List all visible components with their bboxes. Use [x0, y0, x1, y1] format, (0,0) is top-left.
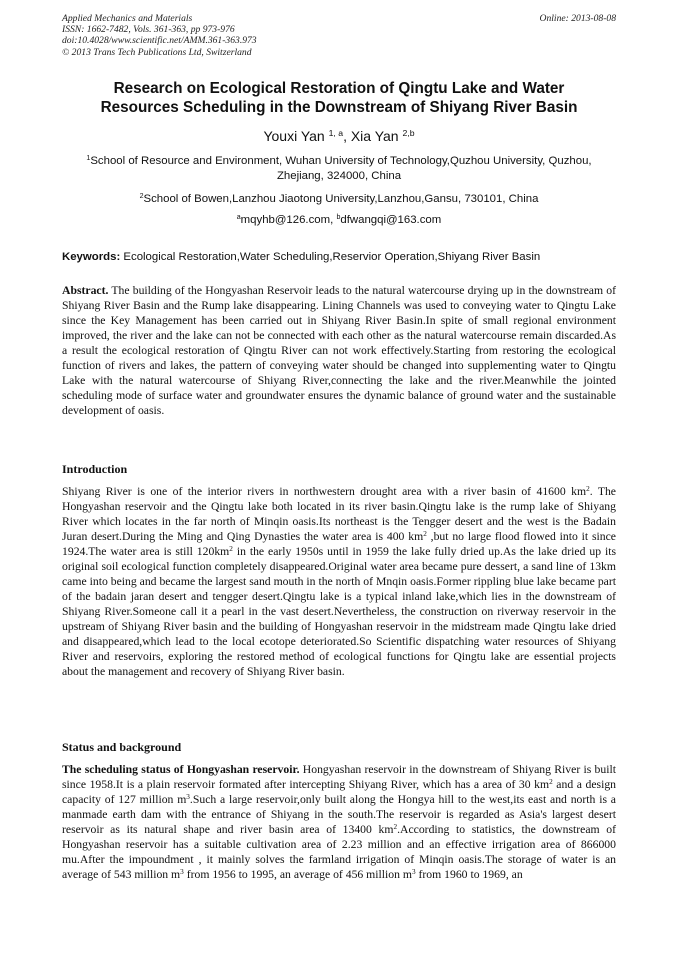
affiliation-1 [62, 154, 616, 184]
status-sup-1: 2 [549, 778, 553, 787]
author-separator: , [343, 128, 351, 144]
author-emails [62, 213, 616, 228]
email-a: mqyhb@126.com [240, 214, 331, 226]
intro-sup-1: 2 [586, 485, 590, 494]
title-line-2: Resources Scheduling in the Downstream of Shiyang River Basin [100, 99, 578, 116]
journal-doi: doi:10.4028/www.scientific.net/AMM.361-363.973 [62, 35, 257, 47]
status-sup-5: 3 [411, 868, 416, 877]
email-a-marker: a [236, 214, 241, 222]
intro-sup-2: 2 [423, 530, 427, 539]
status-sup-3: 2 [393, 823, 398, 832]
section-heading-introduction: Introduction [62, 462, 128, 476]
paper-title [62, 79, 616, 117]
keywords-label: Keywords: [62, 251, 121, 263]
email-b-marker: b [336, 214, 341, 222]
abstract-text: The building of the Hongyashan Reservoir leads to the natural watercourse drying up in the downstream of Shiyang River Basin and the Rump lake disappearing. Lining Channels was used to conveying water to Qingtu Lake since the Key Management has been carried out in Shiyang River Basin.In spite of small regional environment improved, the river and the lake can not be connected with each other as the natural watercourse remain discarded.As a result the ecological restoration of Qingtu River can not work effectively.Starting from restoring the ecological function of rivers and lakes, the pattern of conveying water should be changed into supplementing water to Qingtu Lake with the natural watercourse of Shiyang River,connecting the lake and the river.Meanwhile the jointed scheduling mode of surface water and groundwater ensures the dynamic balance of ground water and the sustainable development of oasis. [62, 284, 616, 417]
title-line-1: Research on Ecological Restoration of Qingtu Lake and Water [113, 80, 565, 97]
intro-text-4: in the early 1950s until in 1959 the lake fully dried up.As the lake dried up its original soil ecological function completely disappeared.Original water area became pure dessert, a sand line of 13km came into being and became the largest sand mouth in the north of Mnqin oasis.Former rippling blue lake became part of the badain jaran desert and tengger desert.Qingtu lake is a typical inland lake,which lies in the downstream of Shiyang River.Someone call it a pearl in the vast desert.Nevertheless, the construction on riverway reservoir in the upstream of Shiyang River basin and the building of Hongyashan reservoir in the midstream made Qingtu lake dried and disappeared,which lead to the local ecotope deteriorated.So Scientific dispatching water resources of Shiyang River and reservoirs, exploring the restored method of ecological functions for Qingtu lake are essential projects about the management and recovery of Shiyang River basin. [62, 545, 616, 678]
abstract-label: Abstract. [62, 284, 109, 297]
status-sup-2: 3 [186, 793, 190, 802]
author-1-name: Youxi Yan [263, 128, 325, 144]
online-date: Online: 2013-08-08 [539, 13, 616, 24]
journal-issn: ISSN: 1662-7482, Vols. 361-363, pp 973-976 [62, 24, 235, 36]
keywords-text: Ecological Restoration,Water Scheduling,Reservior Operation,Shiyang River Basin [120, 251, 541, 263]
introduction-paragraph [62, 484, 616, 679]
status-paragraph [62, 762, 616, 882]
section-heading-status: Status and background [62, 740, 182, 754]
journal-copyright: © 2013 Trans Tech Publications Ltd, Switzerland [62, 46, 252, 58]
abstract [62, 283, 616, 418]
affiliation-1-marker: 1 [86, 155, 91, 163]
status-lead-in: The scheduling status of Hongyashan reservoir. [62, 763, 300, 776]
status-sup-4: 3 [180, 868, 184, 877]
status-text-4: .According to statistics, the downstream of Hongyashan reservoir has a suitable cultivation area of 2.23 million and an effective irrigation area of 866000 mu.After the impoundment , it mainly solves the farmland irrigation of Minqin oasis.The storage of water is an average of 543 million m [62, 823, 616, 881]
status-text-6: from 1960 to 1969, an [415, 868, 523, 881]
author-2-name: Xia Yan [350, 128, 399, 144]
status-text-2: and a design capacity of 127 million m [62, 778, 617, 806]
journal-header [62, 13, 616, 58]
journal-name: Applied Mechanics and Materials [62, 13, 193, 24]
author-list [62, 127, 616, 145]
affiliation-2 [62, 192, 616, 207]
affiliation-2-text: School of Bowen,Lanzhou Jiaotong University,Lanzhou,Gansu, 730101, China [143, 193, 539, 205]
intro-text-3: ,but no large flood flowed into it since 1924.The water area is still 120km [62, 530, 616, 558]
status-text-3: .Such a large reservoir,only built along the Hongya hill to the west,its east and north is a manmade earth dam with the entrance of Shiyang in the south.The reservoir is regarded as Asia's largest desert reservoir as its natural shape and river basin area of 13400 km [62, 793, 616, 836]
email-separator: , [330, 214, 337, 226]
keywords [62, 250, 616, 265]
author-1-marker: 1, a [328, 128, 344, 139]
affiliation-1-text: School of Resource and Environment, Wuhan University of Technology,Quzhou University, Quzhou, Zhejiang, 324000, China [90, 155, 592, 182]
status-text-1: Hongyashan reservoir in the downstream of Shiyang River is built since 1958.It is a plain reservoir formated after intercepting Shiyang River, which has a area of 30 km [62, 763, 616, 791]
email-b: dfwangqi@163.com [340, 214, 442, 226]
intro-sup-3: 2 [229, 545, 233, 554]
author-2-marker: 2,b [402, 128, 415, 139]
intro-text-1: Shiyang River is one of the interior rivers in northwestern drought area with a river basin of 41600 km [62, 485, 587, 498]
affiliation-2-marker: 2 [139, 193, 144, 201]
intro-text-2: . The Hongyashan reservoir and the Qingtu lake both located in its river basin.Qingtu lake is the rump lake of Shiyang River which locates in the far north of Minqin oasis.Its northeast is the Tengger desert and the west is the Badain Juran desert.During the Ming and Qing Dynasties the water area is 400 km [62, 485, 616, 543]
status-text-5: from 1956 to 1995, an average of 456 million m [183, 868, 412, 881]
